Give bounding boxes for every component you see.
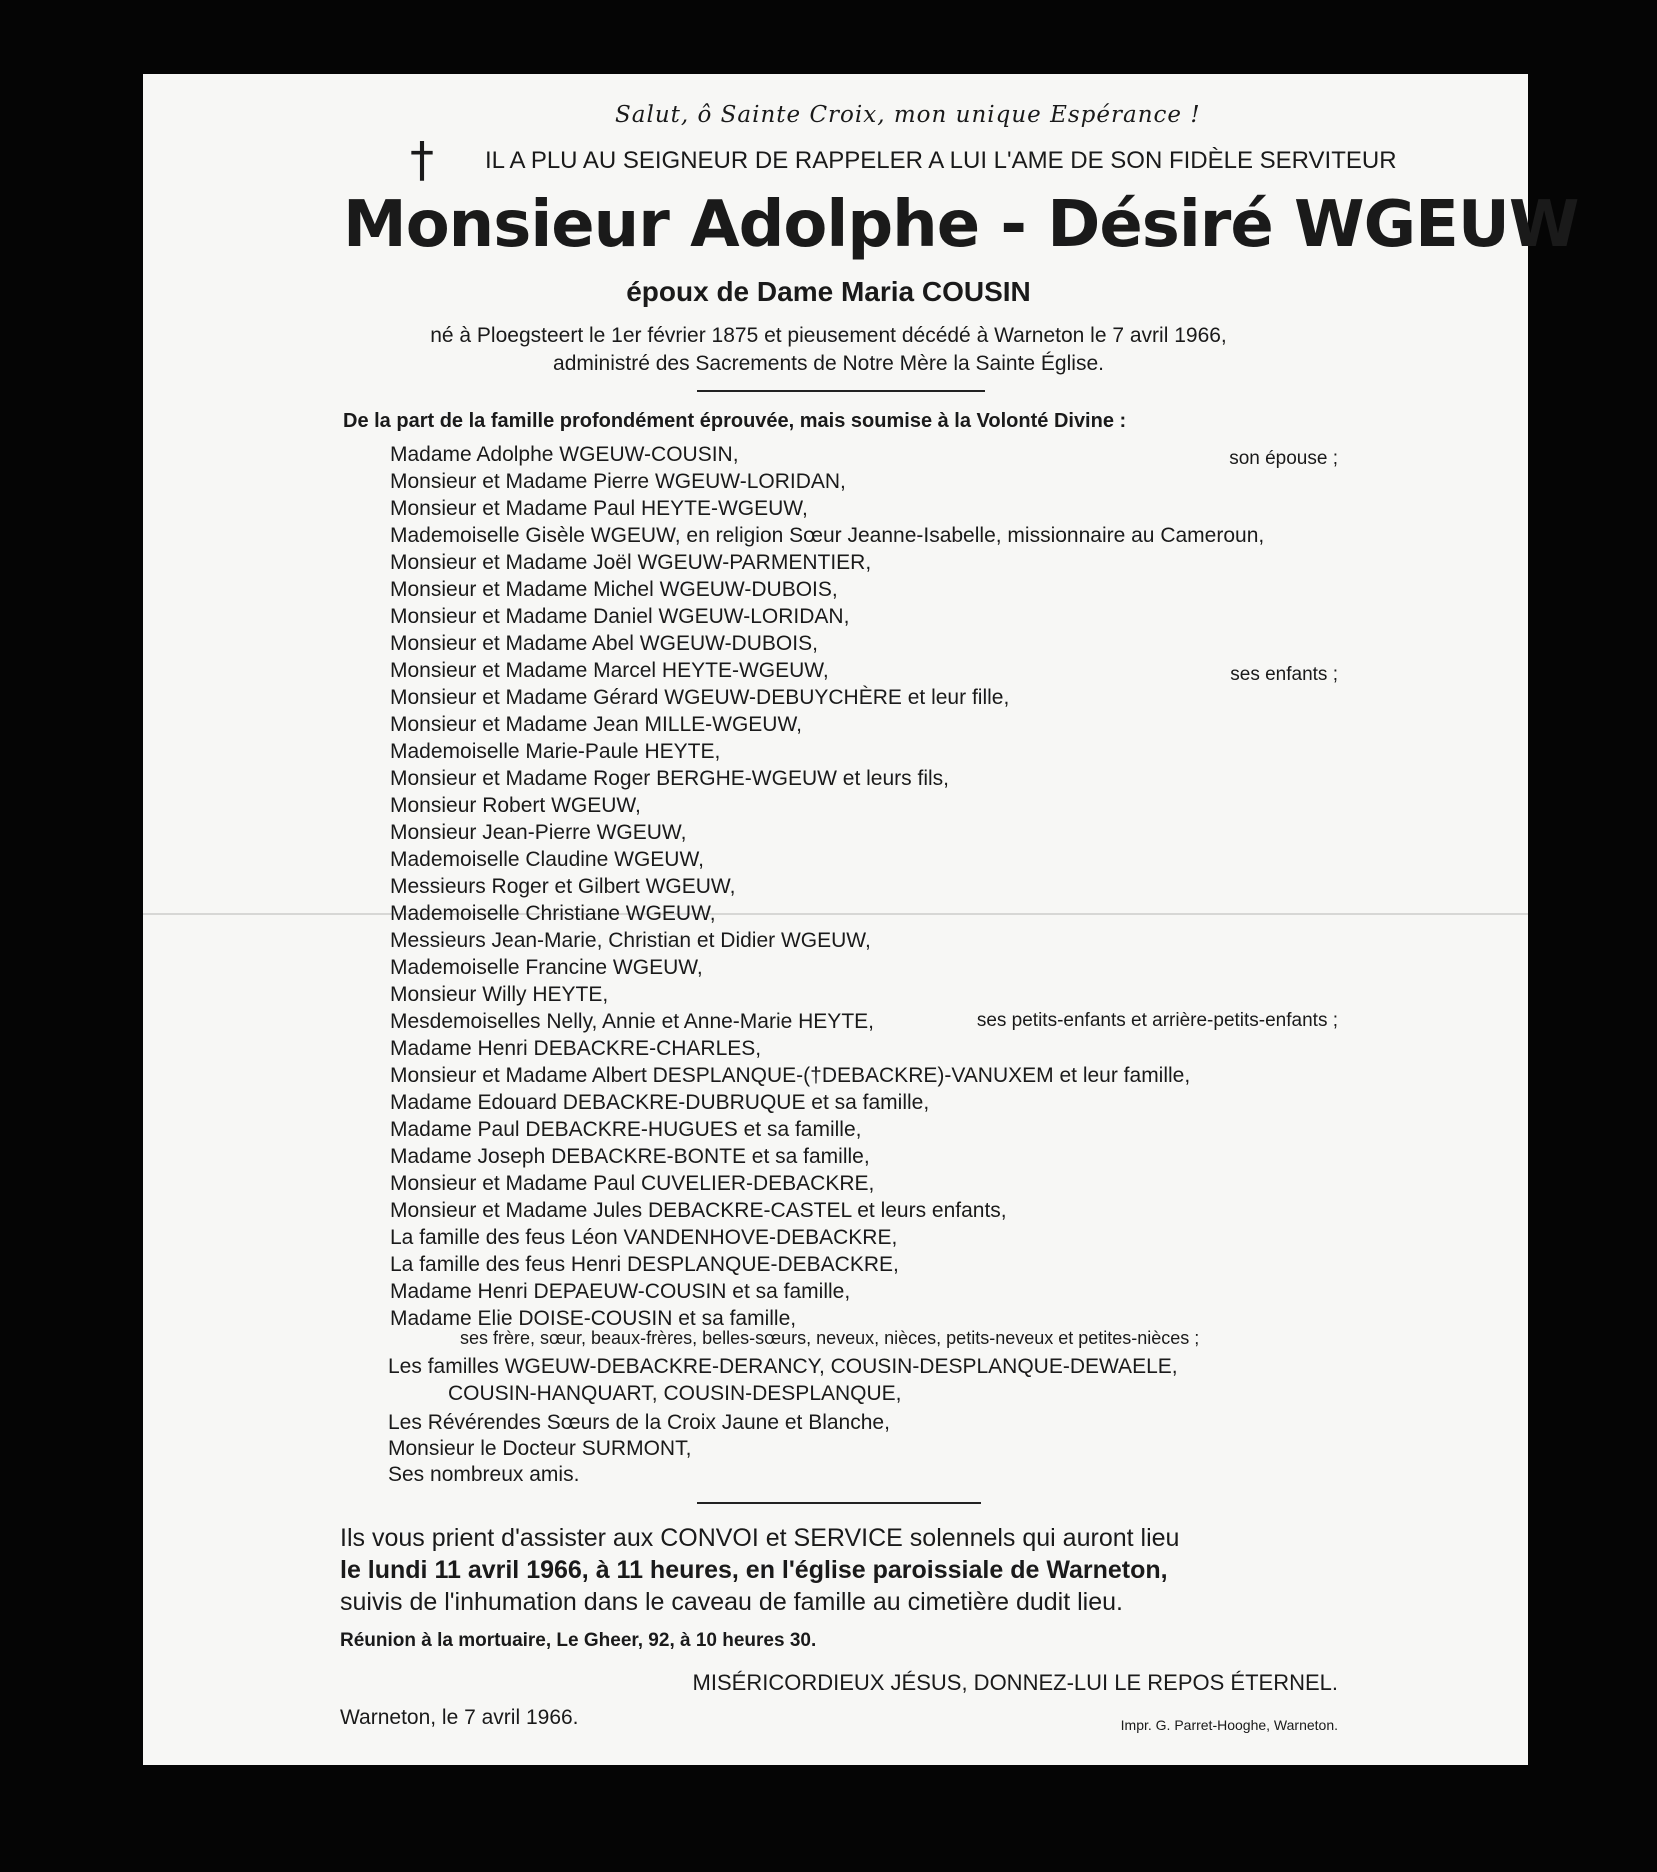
list-item: Messieurs Roger et Gilbert WGEUW, — [390, 875, 736, 898]
sacraments-line: administré des Sacrements de Notre Mère la Sainte Église. — [553, 352, 1104, 375]
list-item: Ses nombreux amis. — [388, 1463, 580, 1486]
divider-top — [697, 390, 985, 392]
list-item: Monsieur et Madame Jules DEBACKRE-CASTEL et leurs enfants, — [390, 1199, 1007, 1222]
siblings-note: ses frère, sœur, beaux-frères, belles-sœurs, neveux, nièces, petits-neveux et petites-nièces ; — [460, 1328, 1200, 1348]
list-item: Monsieur et Madame Gérard WGEUW-DEBUYCHÈRE et leur fille, — [390, 686, 1010, 709]
list-item: Madame Elie DOISE-COUSIN et sa famille, — [390, 1307, 797, 1330]
spouse-line: époux de Dame Maria COUSIN — [626, 276, 1031, 307]
fold-crease — [143, 913, 1528, 915]
list-item: Monsieur Robert WGEUW, — [390, 794, 641, 817]
list-item: Monsieur et Madame Paul HEYTE-WGEUW, — [390, 497, 808, 520]
service-line-2: le lundi 11 avril 1966, à 11 heures, en l'église paroissiale de Warneton, — [340, 1556, 1168, 1584]
role-grandchildren: ses petits-enfants et arrière-petits-enfants ; — [976, 1010, 1338, 1031]
list-item: Madame Henri DEPAEUW-COUSIN et sa famille, — [390, 1280, 851, 1303]
list-item: Monsieur Jean-Pierre WGEUW, — [390, 821, 687, 844]
list-item: Monsieur le Docteur SURMONT, — [388, 1437, 692, 1460]
place-date: Warneton, le 7 avril 1966. — [340, 1706, 579, 1729]
divider-bottom — [697, 1502, 981, 1504]
list-item: Mademoiselle Francine WGEUW, — [390, 956, 703, 979]
printer-credit: Impr. G. Parret-Hooghe, Warneton. — [1120, 1717, 1338, 1733]
birth-death-line: né à Ploegsteert le 1er février 1875 et pieusement décédé à Warneton le 7 avril 1966, — [430, 324, 1227, 347]
list-item: Monsieur et Madame Daniel WGEUW-LORIDAN, — [390, 605, 850, 628]
list-item: Monsieur et Madame Jean MILLE-WGEUW, — [390, 713, 802, 736]
role-wife: son épouse ; — [1229, 448, 1338, 469]
list-item: Monsieur et Madame Joël WGEUW-PARMENTIER, — [390, 551, 872, 574]
list-item: Mesdemoiselles Nelly, Annie et Anne-Marie HEYTE, — [390, 1010, 874, 1033]
family-intro: De la part de la famille profondément éprouvée, mais soumise à la Volonté Divine : — [343, 410, 1127, 432]
cross-icon: † — [410, 132, 434, 188]
list-item: Monsieur et Madame Pierre WGEUW-LORIDAN, — [390, 470, 846, 493]
list-item: Monsieur et Madame Paul CUVELIER-DEBACKRE, — [390, 1172, 875, 1195]
list-item: Mademoiselle Marie-Paule HEYTE, — [390, 740, 721, 763]
list-item: Madame Henri DEBACKRE-CHARLES, — [390, 1037, 762, 1060]
list-item: Mademoiselle Claudine WGEUW, — [390, 848, 704, 871]
prayer-line: MISÉRICORDIEUX JÉSUS, DONNEZ-LUI LE REPOS ÉTERNEL. — [692, 1670, 1338, 1695]
list-item: Monsieur Willy HEYTE, — [390, 983, 609, 1006]
service-line-3: suivis de l'inhumation dans le caveau de famille au cimetière dudit lieu. — [340, 1588, 1123, 1616]
list-item: Madame Edouard DEBACKRE-DUBRUQUE et sa famille, — [390, 1091, 930, 1114]
list-item: Monsieur et Madame Roger BERGHE-WGEUW et leurs fils, — [390, 767, 949, 790]
service-line-1: Ils vous prient d'assister aux CONVOI et SERVICE solennels qui auront lieu — [340, 1524, 1180, 1552]
list-item: Monsieur et Madame Michel WGEUW-DUBOIS, — [390, 578, 838, 601]
list-item: Madame Adolphe WGEUW-COUSIN, — [390, 443, 739, 466]
list-item: Mademoiselle Christiane WGEUW, — [390, 902, 716, 925]
families-line-2: COUSIN-HANQUART, COUSIN-DESPLANQUE, — [448, 1382, 902, 1405]
list-item: Les Révérendes Sœurs de la Croix Jaune et Blanche, — [388, 1411, 890, 1434]
reunion-line: Réunion à la mortuaire, Le Gheer, 92, à 10 heures 30. — [340, 1630, 817, 1651]
deceased-name: Monsieur Adolphe - Désiré WGEUW — [343, 188, 1579, 262]
families-line-1: Les familles WGEUW-DEBACKRE-DERANCY, COUSIN-DESPLANQUE-DEWAELE, — [388, 1355, 1178, 1378]
list-item: La famille des feus Henri DESPLANQUE-DEBACKRE, — [390, 1253, 899, 1276]
motto: Salut, ô Sainte Croix, mon unique Espérance ! — [615, 102, 1201, 128]
list-item: Monsieur et Madame Abel WGEUW-DUBOIS, — [390, 632, 818, 655]
list-item: Messieurs Jean-Marie, Christian et Didier WGEUW, — [390, 929, 871, 952]
list-item: Madame Joseph DEBACKRE-BONTE et sa famille, — [390, 1145, 870, 1168]
announcement: IL A PLU AU SEIGNEUR DE RAPPELER A LUI L'AME DE SON FIDÈLE SERVITEUR — [485, 147, 1397, 174]
list-item: La famille des feus Léon VANDENHOVE-DEBACKRE, — [390, 1226, 898, 1249]
role-children: ses enfants ; — [1230, 664, 1338, 685]
list-item: Monsieur et Madame Marcel HEYTE-WGEUW, — [390, 659, 829, 682]
list-item: Madame Paul DEBACKRE-HUGUES et sa famille, — [390, 1118, 862, 1141]
list-item: Monsieur et Madame Albert DESPLANQUE-(†DEBACKRE)-VANUXEM et leur famille, — [390, 1064, 1191, 1087]
list-item: Mademoiselle Gisèle WGEUW, en religion Sœur Jeanne-Isabelle, missionnaire au Cameroun, — [390, 524, 1265, 547]
